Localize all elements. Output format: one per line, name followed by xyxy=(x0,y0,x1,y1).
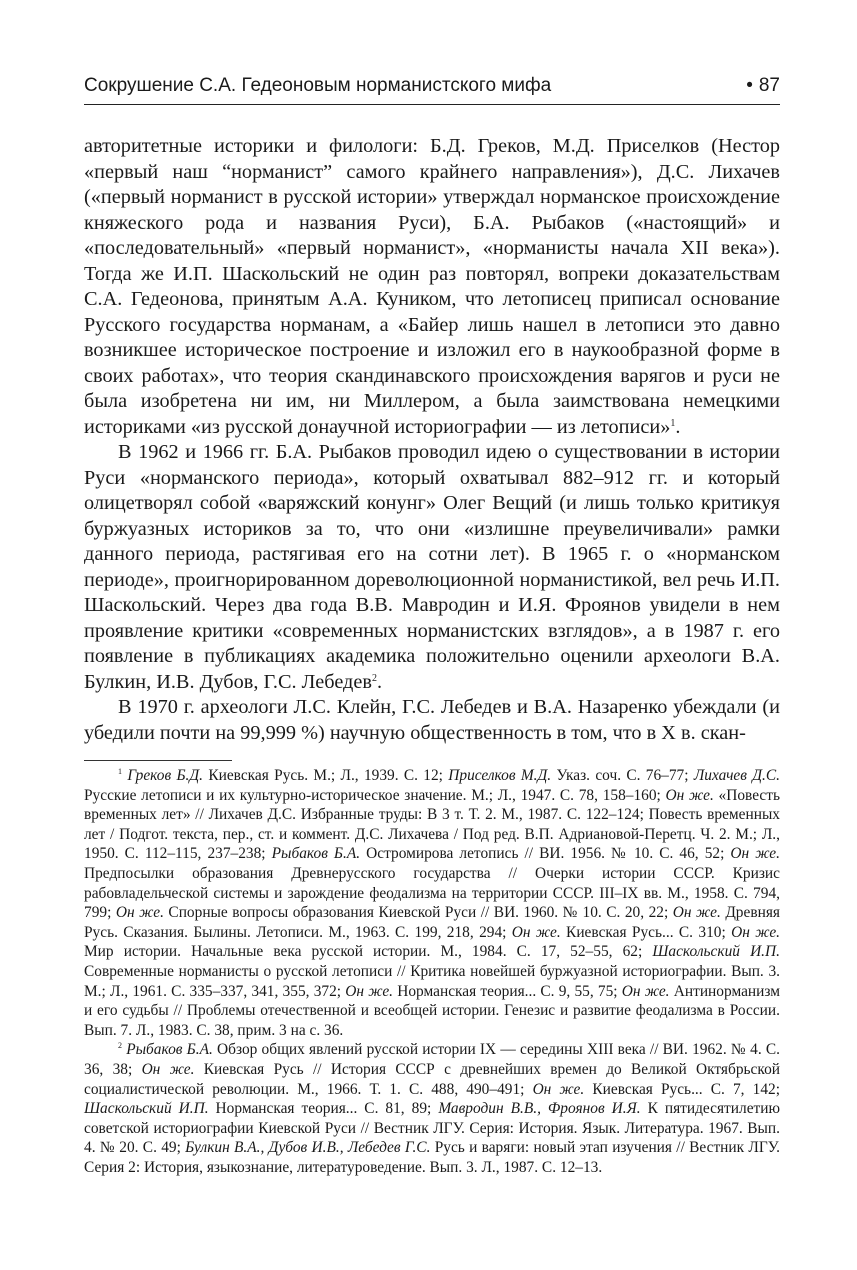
fn1-text: Мир истории. Начальные века русской истории. М., 1984. С. 17, 52–55, 62; xyxy=(84,943,653,961)
paragraph-3: В 1970 г. археологи Л.С. Клейн, Г.С. Лебедев и В.А. Назаренко убеждали (и убедили почти на 99,999 %) научную общественность в том, что в X в. скан- xyxy=(84,696,780,744)
fn1-text: Норманская теория... С. 9, 55, 75; xyxy=(393,982,622,1000)
paragraph-2 xyxy=(84,440,780,695)
footnote-ref-1[interactable]: 1 xyxy=(670,417,676,429)
fn1-text: Киевская Русь... С. 310; xyxy=(560,923,732,941)
paragraph-2-text: В 1962 и 1966 гг. Б.А. Рыбаков проводил идею о существовании в истории Руси «норманского периода», который охватывал 882–912 гг. и который олицетворял собой «варяжский конунг» Олег Вещий (и лишь только критикуя буржуазных историков за то, что они «излишне преувеличивали» рамки данного периода, растягивая его на сотни лет). В 1965 г. о «норманском периоде», проигнорированном дореволюционной норманистикой, вел речь И.П. Шаскольский. Через два года В.В. Мавродин и И.Я. Фроянов увидели в нем проявление критики «современных норманистских взглядов», а в 1987 г. его появление в публикациях академика положительно оценили археологи В.А. Булкин, И.В. Дубов, Г.С. Лебедев xyxy=(84,441,780,693)
fn1-author: Греков Б.Д. xyxy=(127,767,204,784)
fn1-author: Лихачев Д.С. xyxy=(693,767,780,784)
footnote-separator xyxy=(84,760,232,761)
fn2-author: Рыбаков Б.А. xyxy=(126,1041,213,1059)
footnote-1-number: 1 xyxy=(118,767,122,776)
fn1-author: Он же. xyxy=(730,845,780,863)
fn2-author: Он же. xyxy=(141,1060,195,1078)
footnote-1 xyxy=(84,766,780,1040)
fn1-text: Русские летописи и их культурно-историческое значение. М.; Л., 1947. С. 78, 158–160; xyxy=(84,786,666,804)
fn2-author: Булкин В.А., Дубов И.В., Лебедев Г.С. xyxy=(185,1139,431,1157)
fn1-author: Он же. xyxy=(115,904,164,922)
fn1-author: Шаскольский И.П. xyxy=(652,943,780,961)
fn2-text: Киевская Русь // История СССР с древнейших времен до Великой Октябрьской социалистической революции. М., 1966. Т. 1. С. 488, 490–491; xyxy=(84,1060,781,1098)
paragraph-1-text: авторитетные историки и филологи: Б.Д. Греков, М.Д. Приселков (Нестор «первый наш “норманист” самого крайнего направления»), Д.С. Лихачев («первый норманист в русской истории» утверждал норманское происхождение княжеского рода и названия Руси), Б.А. Рыбаков («настоящий» и «последовательный» «первый норманист», «норманисты начала XII века»). Тогда же И.П. Шаскольский не один раз повторял, вопреки доказательствам С.А. Гедеонова, принятым А.А. Куником, что летописец приписал основание Русского государства норманам, а «Байер лишь нашел в летописи это давно возникшее историческое построение и изложил его в наукообразной форме в своих работах», что теория скандинавского происхождения варягов и руси не была изобретена ни им, ни Миллером, а была заимствована немецкими историками «из русской донаучной историографии — из летописи» xyxy=(84,135,780,438)
page-number xyxy=(746,75,780,97)
fn2-text: Обзор общих явлений русской истории IX — середины XIII века // ВИ. 1962. № 4. С. 36, 38; xyxy=(84,1041,780,1078)
fn1-author: Он же. xyxy=(345,982,394,1000)
footnote-2 xyxy=(84,1040,780,1177)
page-number-value: 87 xyxy=(758,75,780,96)
fn1-text: Древняя Русь. Сказания. Былины. Летописи. М., 1963. С. 199, 218, 294; xyxy=(84,904,781,941)
fn1-author: Приселков М.Д. xyxy=(448,767,552,784)
footnote-2-number: 2 xyxy=(118,1041,122,1051)
fn1-text: Современные норманисты о русской летописи // Критика новейшей буржуазной историографии. Вып. 3. М.; Л., 1961. С. 335–337, 341, 355, 372; xyxy=(84,962,780,1000)
fn2-text: Киевская Русь... С. 7, 142; xyxy=(584,1080,781,1098)
paragraph-2-end: . xyxy=(376,670,383,693)
fn2-author: Шаскольский И.П. xyxy=(84,1100,209,1118)
fn1-text: «Повесть временных лет» // Лихачев Д.С. Избранные труды: В 3 т. Т. 2. М., 1987. С. 122–124; Повесть временных лет / Подгот. текста, пер., ст. и коммент. Д.С. Лихачева / Под ред. В.П. Адриановой-Перетц. Ч. 2. М.; Л., 1950. С. 112–115, 237–238; xyxy=(84,786,780,863)
fn2-author: Он же. xyxy=(532,1080,585,1098)
paragraph-1-end: . xyxy=(675,415,681,438)
fn1-text: Указ. соч. С. 76–77; xyxy=(551,767,694,784)
fn1-author: Он же. xyxy=(731,923,781,941)
fn2-text: К пятидесятилетию советской историографии Киевской Руси // Вестник ЛГУ. Серия: История. Язык. Литература. 1967. Вып. 4. № 20. С. 49; xyxy=(84,1100,780,1157)
running-head-title: Сокрушение С.А. Гедеоновым норманистского мифа xyxy=(84,75,552,96)
paragraph-1 xyxy=(84,134,780,440)
bullet-glyph: • xyxy=(746,75,753,96)
fn1-author: Он же. xyxy=(672,904,721,922)
fn1-author: Он же. xyxy=(511,923,561,941)
fn1-text: Киевская Русь. М.; Л., 1939. С. 12; xyxy=(203,767,449,784)
fn1-text: Предпосылки образования Древнерусского государства // Очерки истории СССР. Кризис рабовладельческой системы и зарождение феодализма на территории СССР. III–IX вв. М., 1958. С. 794, 799; xyxy=(84,864,780,922)
fn1-text: Антинорманизм и его судьбы // Проблемы отечественной и всеобщей истории. Генезис и развитие феодализма в России. Вып. 7. Л., 1983. С. 38, прим. 3 на с. 36. xyxy=(84,982,780,1039)
fn1-author: Он же. xyxy=(621,982,670,1000)
footnotes xyxy=(84,766,780,1177)
fn1-text: Спорные вопросы образования Киевской Руси // ВИ. 1960. № 10. С. 20, 22; xyxy=(163,904,673,922)
fn1-text: Остромирова летопись // ВИ. 1956. № 10. С. 46, 52; xyxy=(360,845,731,863)
main-text xyxy=(84,134,780,746)
fn2-text: Русь и варяги: новый этап изучения // Вестник ЛГУ. Серия 2: История, языкознание, литературоведение. Вып. 3. Л., 1987. С. 12–13. xyxy=(84,1139,780,1176)
footnote-ref-2[interactable]: 2 xyxy=(371,672,377,684)
fn2-text: Норманская теория... С. 81, 89; xyxy=(208,1100,439,1118)
fn1-author: Он же. xyxy=(665,786,714,804)
fn2-author: Мавродин В.В., Фроянов И.Я. xyxy=(438,1100,641,1118)
running-head xyxy=(84,70,780,105)
fn1-author: Рыбаков Б.А. xyxy=(271,845,361,863)
